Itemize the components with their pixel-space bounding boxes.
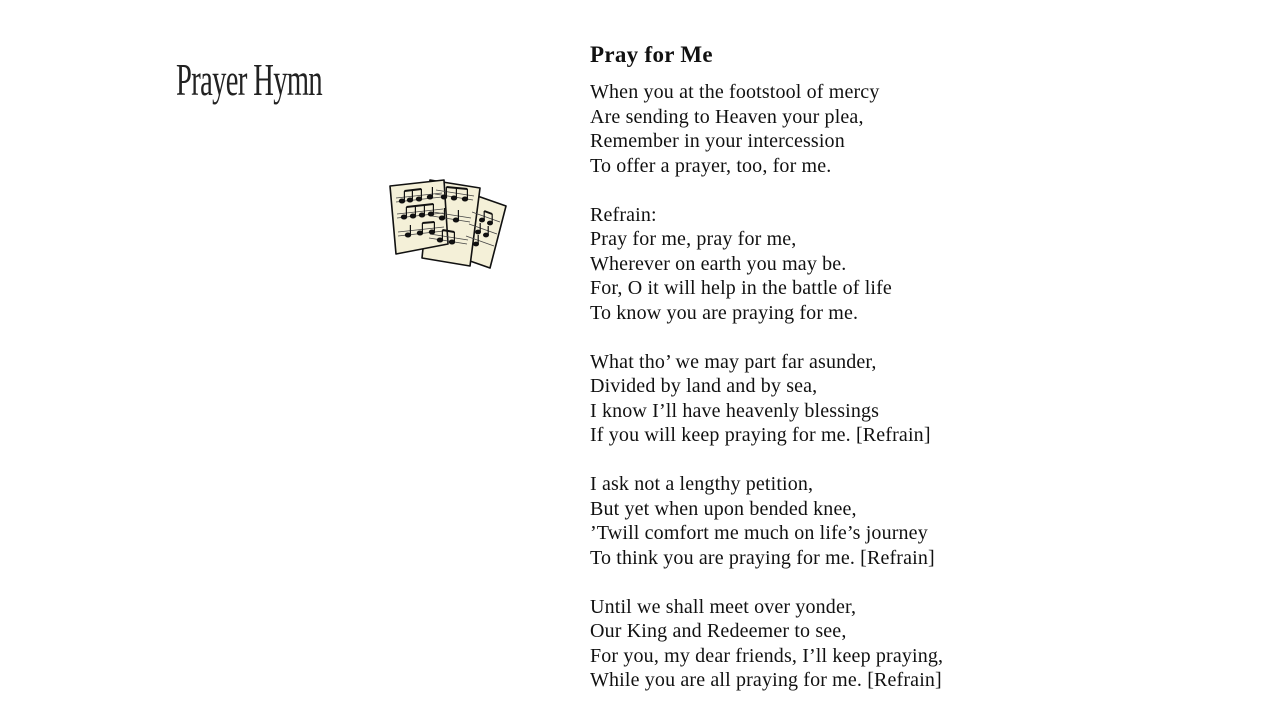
hymn-line: I ask not a lengthy petition, bbox=[590, 473, 814, 495]
hymn-line: Pray for me, pray for me, bbox=[590, 228, 797, 250]
hymn-line: To offer a prayer, too, for me. bbox=[590, 154, 832, 177]
stanza-2 bbox=[590, 350, 1250, 448]
hymn-line: For you, my dear friends, I’ll keep praying, bbox=[590, 644, 944, 667]
hymn-line: If you will keep praying for me. [Refrain] bbox=[590, 424, 931, 446]
hymn-line: While you are all praying for me. [Refrain] bbox=[590, 669, 942, 691]
hymn-line: What tho’ we may part far asunder, bbox=[590, 350, 877, 373]
slide-title: Prayer Hymn bbox=[176, 54, 323, 105]
hymn-line: Until we shall meet over yonder, bbox=[590, 595, 857, 618]
hymn-line: Remember in your intercession bbox=[590, 130, 845, 152]
hymn-line: Wherever on earth you may be. bbox=[590, 252, 847, 275]
hymn-line: But yet when upon bended knee, bbox=[590, 497, 857, 520]
hymn-line: To know you are praying for me. bbox=[590, 301, 859, 324]
hymn-title: Pray for Me bbox=[590, 42, 713, 67]
hymn-line: To think you are praying for me. [Refrain] bbox=[590, 546, 935, 569]
stanza-1 bbox=[590, 80, 1250, 178]
stanza-4 bbox=[590, 595, 1250, 693]
hymn-line: Our King and Redeemer to see, bbox=[590, 620, 847, 642]
hymn-line: Are sending to Heaven your plea, bbox=[590, 105, 864, 128]
stanza-3 bbox=[590, 472, 1250, 570]
hymn-line: Divided by land and by sea, bbox=[590, 375, 818, 397]
hymn-line: I know I’ll have heavenly blessings bbox=[590, 399, 880, 422]
hymn-line: ’Twill comfort me much on life’s journey bbox=[590, 522, 928, 544]
sheet-music-icon bbox=[386, 176, 510, 272]
hymn-line: When you at the footstool of mercy bbox=[590, 81, 880, 103]
hymn-text bbox=[590, 38, 1250, 693]
hymn-line: For, O it will help in the battle of life bbox=[590, 277, 892, 299]
refrain bbox=[590, 203, 1250, 326]
refrain-label: Refrain: bbox=[590, 203, 657, 226]
